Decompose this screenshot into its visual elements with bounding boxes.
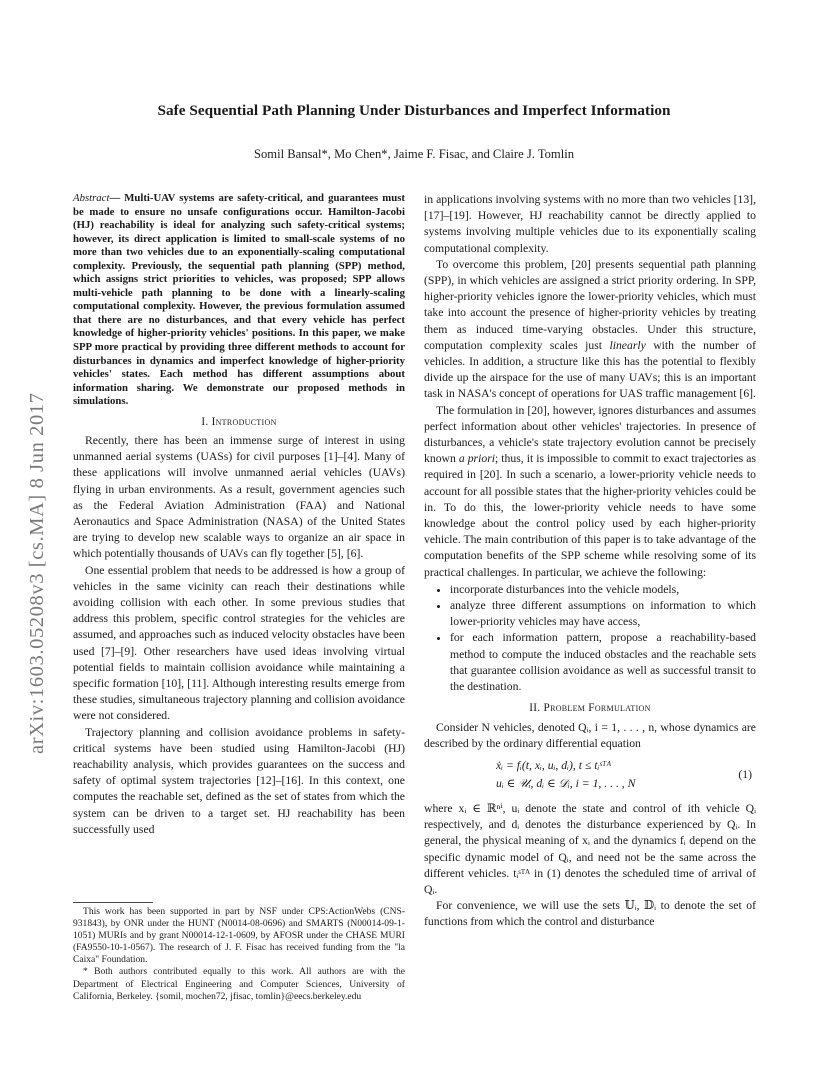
footnote-rule — [73, 902, 153, 903]
section-heading-problem-formulation — [424, 700, 756, 716]
section-number: I. — [201, 415, 209, 428]
abstract-lead: Abstract — [73, 192, 110, 204]
formulation-paragraph-3: For convenience, we will use the sets 𝕌ᵢ, 𝔻ᵢ to denote the set of functions from which the control and disturbance — [424, 899, 756, 929]
equation-line-2: uᵢ ∈ 𝒰ᵢ, dᵢ ∈ 𝒟ᵢ, i = 1, . . . , N — [496, 776, 636, 790]
paper-title: Safe Sequential Path Planning Under Disturbances and Imperfect Information — [157, 102, 671, 119]
formulation-paragraph-1: Consider N vehicles, denoted Qᵢ, i = 1, . . . , n, whose dynamics are described by the ordinary differential equation — [424, 720, 756, 750]
section-number: II. — [529, 702, 541, 715]
intro-paragraph-2: One essential problem that needs to be addressed is how a group of vehicles in the same vicinity can reach their destinations while avoiding collision with each other. In some previous studies that address this problem, specific control strategies for the vehicles are assumed, and approaches such as induced velocity obstacles have been used [7]–[9]. Other researchers have used ideas involving virtual potential fields to maintain collision avoidance while maintaining a specific formation [10], [11]. Although interesting results emerge from these studies, simultaneous trajectory planning and collision avoidance were not considered. — [73, 563, 405, 723]
contribution-list — [424, 582, 756, 695]
abstract — [73, 192, 405, 409]
list-item: • incorporate disturbances into the vehicle models, — [450, 582, 756, 598]
section-heading-introduction — [73, 414, 405, 430]
list-item: • analyze three different assumptions on information to which lower-priority vehicles may have access, — [450, 598, 756, 630]
equation-number: (1) — [738, 767, 752, 781]
section-title: Introduction — [211, 415, 277, 428]
intro-paragraph-3: Trajectory planning and collision avoidance problems in safety-critical systems have been studied using Hamilton-Jacobi (HJ) reachability analysis, which provides guarantees on the success and safety of optimal system trajectories [12]–[16]. In this context, one computes the reachable set, defined as the set of states from which the system can be driven to a target set. HJ reachability has been successfully used — [73, 725, 405, 836]
list-item: • for each information pattern, propose a reachability-based method to compute the induced obstacles and the reachable sets that guarantee collision avoidance as well as successful transit to the destination. — [450, 630, 756, 695]
right-column — [424, 192, 756, 931]
footnote-affiliation: * Both authors contributed equally to this work. All authors are with the Department of Electrical Engineering and Computer Sciences, University of California, Berkeley. {somil, mochen72, jfisac, tomlin}@eecs.berkeley.edu — [73, 966, 405, 1002]
left-column — [73, 192, 405, 838]
intro-paragraph-1: Recently, there has been an immense surge of interest in using unmanned aerial systems (UASs) for civil purposes [1]–[4]. Many of these applications will involve unmanned aerial vehicles (UAVs) flying in urban environments. As a result, government agencies such as the Federal Aviation Administration (FAA) and National Aeronautics and Space Administration (NASA) of the United States are trying to develop new scalable ways to organize an air space in which potentially thousands of UAVs can fly together [5], [6]. — [73, 433, 405, 561]
arxiv-sidebar-stamp: arXiv:1603.05208v3 [cs.MA] 8 Jun 2017 — [26, 392, 48, 754]
paper-authors: Somil Bansal*, Mo Chen*, Jaime F. Fisac, and Claire J. Tomlin — [253, 147, 575, 161]
intro-paragraph-5: To overcome this problem, [20] presents sequential path planning (SPP), in which vehicles are assigned a strict priority ordering. In SPP, higher-priority vehicles ignore the lower-priority vehicles, which must take into account the presence of higher-priority vehicles by treating them as induced time-varying obstacles. Under this structure, computation complexity scales just linearly with the number of vehicles. In addition, a structure like this has the potential to flexibly divide up the airspace for the use of many UAVs; this is an important task in NASA's concept of operations for UAS traffic management [6]. — [424, 257, 756, 401]
formulation-paragraph-2: where xᵢ ∈ ℝⁿⁱ, uᵢ denote the state and control of ith vehicle Qᵢ respectively, and dᵢ denotes the disturbance experienced by Qᵢ. In general, the physical meaning of xᵢ and the dynamics fᵢ depend on the specific dynamic model of Qᵢ, and need not be the same across the different vehicles. tᵢˢᵀᴬ in (1) denotes the scheduled time of arrival of Qᵢ. — [424, 801, 756, 896]
equation-line-1: ẋᵢ = fᵢ(t, xᵢ, uᵢ, dᵢ), t ≤ tᵢˢᵀᴬ — [496, 758, 612, 772]
abstract-text: — Multi-UAV systems are safety-critical, and guarantees must be made to ensure no unsafe configurations occur. Hamilton-Jacobi (HJ) reachability is ideal for analyzing such safety-critical systems; however, its direct application is limited to small-scale systems of no more than two vehicles due to an exponentially-scaling computational complexity. Previously, the sequential path planning (SPP) method, which assigns strict priorities to vehicles, was proposed; SPP allows multi-vehicle path planning to be done with a linearly-scaling computational complexity. However, the previous formulation assumed that there are no disturbances, and that every vehicle has perfect knowledge of higher-priority vehicles' positions. In this paper, we make SPP more practical by providing three different methods to account for disturbances in dynamics and imperfect knowledge of higher-priority vehicles' states. Each method has different assumptions about information sharing. We demonstrate our proposed methods in simulations. — [73, 192, 405, 408]
intro-paragraph-6: The formulation in [20], however, ignores disturbances and assumes perfect information about other vehicles' trajectories. In presence of disturbances, a vehicle's state trajectory evolution cannot be precisely known a priori; thus, it is impossible to commit to exact trajectories as required in [20]. In such a scenario, a lower-priority vehicle needs to account for all possible states that the higher-priority vehicles could be in. To do this, the lower-priority vehicle needs to have some knowledge about the control policy used by each higher-priority vehicle. The main contribution of this paper is to take advantage of the computation benefits of the SPP scheme while resolving some of its practical challenges. In particular, we achieve the following: — [424, 403, 756, 579]
footnote-funding: This work has been supported in part by NSF under CPS:ActionWebs (CNS-931843), by ONR under the HUNT (N0014-08-0696) and SMARTS (N00014-09-1-1051) MURIs and by grant N00014-12-1-0609, by AFOSR under the CHASE MURI (FA9550-10-1-0567). The research of J. F. Fisac has received funding from the "la Caixa" Foundation. — [73, 906, 405, 966]
section-title: Problem Formulation — [543, 702, 651, 715]
footnotes — [73, 902, 405, 1003]
equation-1 — [424, 758, 756, 796]
intro-paragraph-4: in applications involving systems with no more than two vehicles [13], [17]–[19]. However, HJ reachability cannot be directly applied to systems involving multiple vehicles due to its exponentially scaling computational complexity. — [424, 193, 756, 255]
